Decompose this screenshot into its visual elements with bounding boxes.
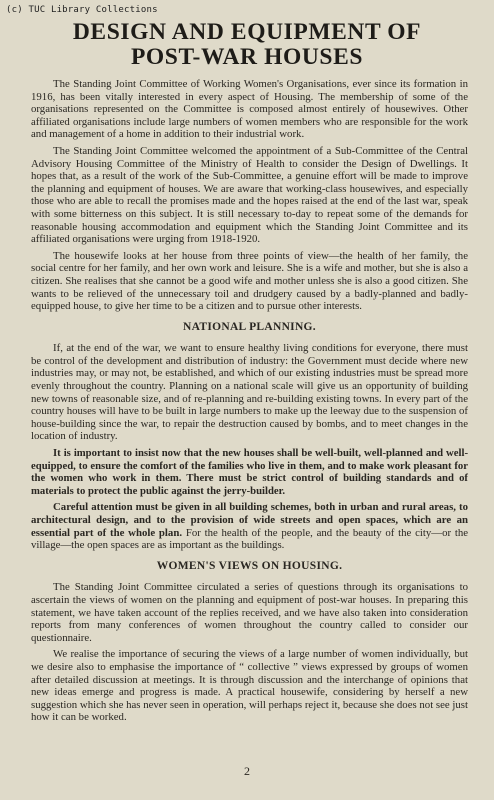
views-paragraph-1: The Standing Joint Committee circulated a series of questions through its organisations to ascertain the views of women on the planning and equipment of post-war houses. In preparing this statement, we have taken account of the replies received, and we have also taken into consideration reports from many conferences of women throughout the country called to consider our questionnaire.	[31, 581, 468, 644]
page-number: 2	[244, 764, 250, 778]
intro-paragraph-1: The Standing Joint Committee of Working Women's Organisations, ever since its formation in 1916, has been vitally interested in every aspect of Housing. The membership of some of the organisations represented on the Committee is composed almost entirely of housewives. Other affiliated organisations include large numbers of women members who are responsible for the work and management of a home in addition to their industrial work.	[31, 78, 468, 141]
watermark: (c) TUC Library Collections	[6, 5, 158, 15]
planning-paragraph-3-normal: For the health of the people, and the beauty of the city—or the village—the open spaces are as important as the buildings.	[31, 526, 469, 552]
section-heading-womens-views: WOMEN'S VIEWS ON HOUSING.	[156, 559, 343, 572]
intro-paragraph-3: The housewife looks at her house from three points of view—the health of her family, the social centre for her family, and her own work and leisure. She is a wife and mother, but she is also a citizen. She realises that she cannot be a good wife and mother unless she is also a good citizen. She wants to be relieved of the unnecessary toil and drudgery caused by a badly-planned and badly-equipped house, to give her time to be a citizen and to pursue other interests.	[31, 249, 468, 313]
planning-paragraph-3-bold: Careful attention must be given in all building schemes, both in urban and rural areas, to architectural design, and to the provision of wide streets and open spaces, which are an essential part of the whole plan.	[31, 501, 468, 539]
planning-paragraph-1: If, at the end of the war, we want to ensure healthy living conditions for everyone, there must be control of the development and distribution of industry: the Government must decide where new industries may, or may not, be established, and which of our existing industries must be spread more evenly throughout the country. Planning on a national scale will give us an opportunity of building new towns of reasonable size, and of re-planning and re-building existing towns. In every part of the country houses will have to be built in large numbers to make up the leeway due to the suspension of house-building since the war, to repair the destruction caused by bombs, and to meet changes in the location of industry.	[31, 342, 468, 443]
planning-paragraph-2: It is important to insist now that the new houses shall be well-built, well-planned and well-equipped, to ensure the comfort of the families who live in them, and to make work pleasant for the women who work in them. There must be strict control of building standards and of materials to protect the public against the jerry-builder.	[31, 447, 468, 497]
page-title	[0, 20, 494, 70]
title-line-2: POST-WAR HOUSES	[130, 44, 364, 70]
views-paragraph-2: We realise the importance of securing the views of a large number of women individually, but we desire also to emphasise the importance of “ collective ” views expressed by groups of women after detailed discussion at meetings. It is through discussion and the interchange of opinions that new ideas emerge and progress is made. A practical housewife, considering by herself a new suggestion which she has never seen in operation, will perhaps reject it, because she does not see just how it can be worked.	[31, 648, 468, 724]
intro-paragraph-2: The Standing Joint Committee welcomed the appointment of a Sub-Committee of the Central Advisory Housing Committee of the Ministry of Health to consider the Design of Dwellings. It hopes that, as a result of the work of the Sub-Committee, a genuine effort will be made to improve the planning and equipment of houses. We are aware that working-class housewives, and especially those who are able to recall the promises made and the hopes raised at the end of the last war, speak with some bitterness on this subject. It is still necessary to-day to repeat some of the demands for reasonable housing accommodation and equipment which the Standing Joint Committee and its affiliated organisations were urging from 1918-1920.	[31, 144, 468, 246]
article-body	[31, 78, 468, 728]
planning-paragraph-3	[31, 501, 468, 551]
section-heading-national-planning: NATIONAL PLANNING.	[183, 320, 316, 333]
title-line-1: DESIGN AND EQUIPMENT OF	[72, 19, 422, 45]
